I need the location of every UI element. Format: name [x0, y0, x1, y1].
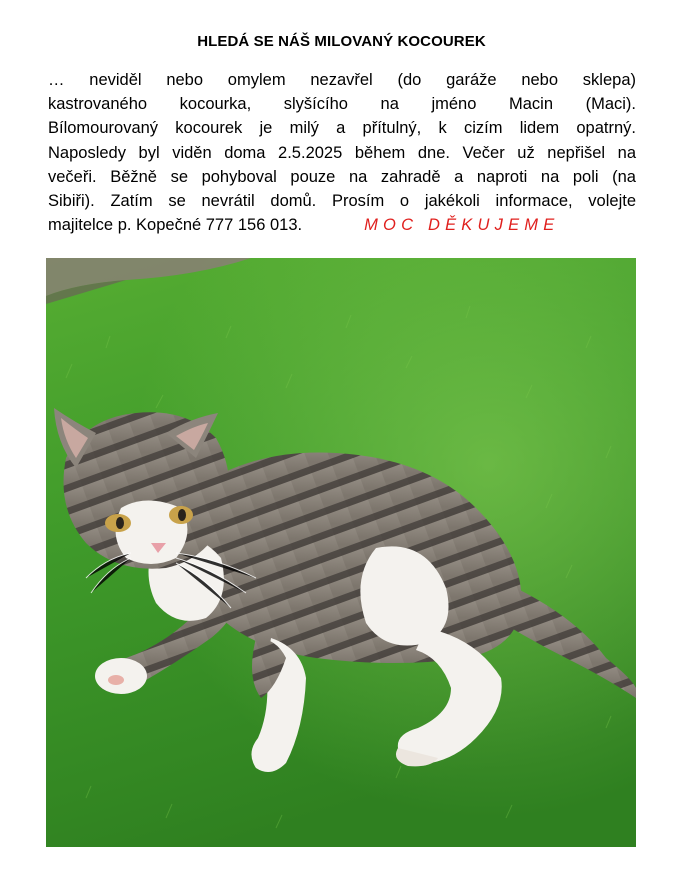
cat-photo: [46, 258, 636, 847]
poster-body: [48, 68, 636, 237]
body-line-5: večeři. Běžně se pohyboval pouze na zahradě a naproti na poli (na: [48, 167, 636, 186]
body-line-2: kastrovaného kocourka, slyšícího na jméno Macin (Maci).: [48, 95, 636, 114]
thanks-text: MOC DĚKUJEME: [364, 216, 560, 235]
body-line-6: Sibiři). Zatím se nevrátil domů. Prosím o jakékoli informace, volejte: [48, 192, 636, 211]
poster-title: HLEDÁ SE NÁŠ MILOVANÝ KOCOUREK: [197, 33, 486, 50]
body-line-3: Bílomourovaný kocourek je milý a přítulný, k cizím lidem opatrný.: [48, 119, 636, 138]
body-line-4: Naposledy byl viděn doma 2.5.2025 během dne. Večer už nepřišel na: [48, 143, 636, 162]
cat-raised-paw: [95, 658, 147, 694]
body-line-1: … neviděl nebo omylem nezavřel (do garáže nebo sklepa): [48, 71, 636, 89]
body-line-7: [48, 213, 636, 237]
owner-contact: majitelce p. Kopečné 777 156 013.: [48, 216, 303, 235]
cat-photo-illustration: [46, 258, 636, 847]
